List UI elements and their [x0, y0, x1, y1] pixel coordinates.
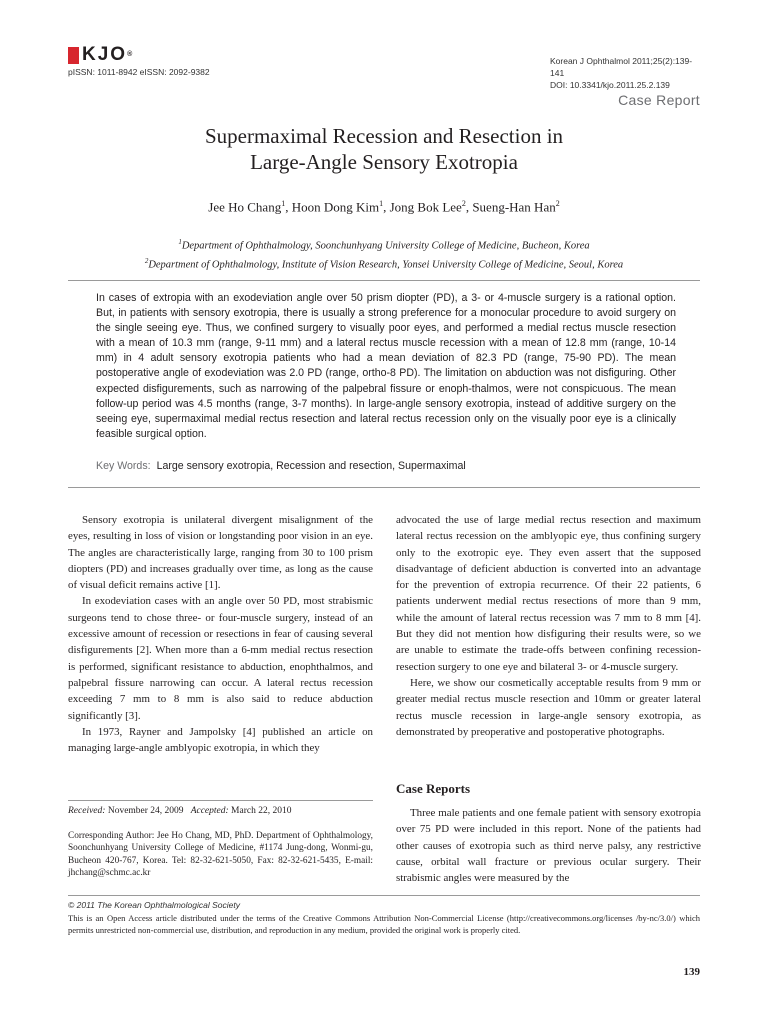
- body-column-right-continued: [396, 805, 701, 886]
- journal-citation: [550, 55, 700, 91]
- author-affiliation-ref: 1: [281, 199, 286, 208]
- body-paragraph: In exodeviation cases with an angle over 50 PD, most strabismic surgeons tend to chose three- or four-muscle surgery, instead of an excessive amount of recession or resections in fear of causing several disfigurements [2]. When more than a 6-mm medial rectus resection is performed, significant resistance to abduction, enophthalmos, and palpebral fissure narrowing can occur. A lateral rectus recession exceeding 7 mm to 8 mm is also said to reduce abduction significantly [3].: [68, 595, 373, 722]
- body-paragraph: Three male patients and one female patient with sensory exotropia over 75 PD were included in this report. None of the patients had other causes of exotropia such as third nerve palsy, any restrictive cause, orbital wall fracture or previous ocular surgery. Their strabismic angles were measured by the: [396, 807, 701, 885]
- keywords-label: Key Words:: [96, 460, 151, 472]
- author-affiliation-ref: 1: [379, 199, 384, 208]
- author-affiliation-ref: 2: [461, 199, 466, 208]
- section-heading: Case Reports: [396, 781, 471, 796]
- body-paragraph: In 1973, Rayner and Jampolsky [4] published an article on managing large-angle amblyopic exotropia, in which they: [68, 725, 373, 755]
- affiliation-line: $^1$Department of Ophthalmology, Soonchunhyang University College of Medicine, Bucheon, Korea: [178, 238, 590, 252]
- divider: [68, 487, 700, 488]
- page-number: 139: [683, 966, 700, 978]
- license-text: This is an Open Access article distributed under the terms of the Creative Commons Attribution Non-Commercial License (http://creativecommons.org/licenses /by-nc/3.0/) which permits unrestricted non-commercial use, distribution, and reproduction in any medium, provided the original work is properly cited.: [68, 913, 700, 935]
- footnote-divider: [68, 800, 373, 801]
- article-type: Case Report: [618, 92, 700, 108]
- doi-line: DOI: 10.3341/kjo.2011.25.2.139: [550, 80, 670, 90]
- body-column-left: [68, 512, 373, 756]
- author-affiliation-ref: 2: [555, 199, 560, 208]
- logo-red-mark: [68, 47, 79, 64]
- body-column-right: [396, 512, 701, 740]
- title-line-1: Supermaximal Recession and Resection in: [204, 124, 564, 148]
- affiliation-line: $^2$Department of Ophthalmology, Institute of Vision Research, Yonsei University College of Medicine, Seoul, Korea: [144, 256, 624, 270]
- author-name: Sueng-Han Han: [472, 199, 556, 215]
- article-title: [68, 123, 700, 175]
- body-paragraph: Here, we show our cosmetically acceptable results from 9 mm or greater medial rectus muscle resection and 10mm or greater lateral rectus muscle recession in large-angle sensory exotropia, as demonstrated by preoperative and postoperative photographs.: [396, 676, 701, 738]
- citation-line: Korean J Ophthalmol 2011;25(2):139-141: [550, 56, 693, 78]
- keywords: [96, 460, 466, 472]
- copyright: © 2011 The Korean Ophthalmological Society: [68, 900, 240, 910]
- title-line-2: Large-Angle Sensory Exotropia: [250, 150, 518, 174]
- abstract: In cases of extropia with an exodeviation angle over 50 prism diopter (PD), a 3- or 4-muscle surgery is a rational option. But, in patients with sensory exotropia, there is usually a strong preference for a monocular procedure to avoid surgery on the single seeing eye. Thus, we confined surgery to visually poor eyes, and performed a medial rectus muscle resection with a mean of 10.3 mm (range, 9-11 mm) and a lateral rectus muscle recession with a mean of 12.8 mm (range, 10-14 mm) in 4 adult sensory exotropia patients who had a mean deviation of 82.3 PD (range, 75-90 PD). The mean postoperative angle of exodeviation was 2.0 PD (range, ortho-8 PD). The limitation on abduction was not disfiguring. Other expected disfigurements, such as narrowing of the palpebral fissure or enoph-thalmos, were not conspicuous. The mean follow-up period was 4.5 months (range, 3-7 months). In large-angle sensory exotropia, instead of additive surgery on the seeing eye, supermaximal medial rectus resection and lateral rectus recession only on the visually poor eye is a clinically feasible surgical option.: [96, 292, 676, 440]
- received-accepted: Received: November 24, 2009 Accepted: March 22, 2010: [68, 806, 292, 816]
- corresponding-author: Corresponding Author: Jee Ho Chang, MD, PhD. Department of Ophthalmology, Soonchunhyang University College of Medicine, #1174 Jung-dong, Wonmi-gu, Bucheon 420-767, Korea. Tel: 82-32-621-5050, Fax: 82-32-621-5435, E-mail: jhchang@schmc.ac.kr: [68, 831, 373, 878]
- author-name: Jee Ho Chang: [208, 199, 282, 215]
- divider: [68, 280, 700, 281]
- body-paragraph: advocated the use of large medial rectus resection and maximum lateral rectus recession on the amblyopic eye, thus confining surgery only to the exotropic eye. They even assert that the supposed disadvantage of deficient abduction is converted into an advantage for the prevention of extropia recurrence. Of their 22 patients, 6 patients underwent medial rectus resections of more than 9 mm, while the amount of lateral rectus recession was 7 mm to 8 mm [4]. But they did not mention how disfiguring their results were, so we are unable to estimate the trade-offs between confining recession-resection surgery to one eye and bilateral 3- or 4-muscle surgery.: [396, 514, 701, 673]
- issn-line: pISSN: 1011-8942 eISSN: 2092-9382: [68, 67, 210, 77]
- divider: [68, 895, 700, 896]
- author-name: Hoon Dong Kim: [291, 199, 380, 215]
- affiliations: [68, 235, 700, 272]
- author-list: Jee Ho Chang$^1$, Hoon Dong Kim$^1$, Jong Bok Lee$^2$, Sueng-Han Han$^2$: [208, 199, 560, 215]
- body-paragraph: Sensory exotropia is unilateral divergent misalignment of the eyes, resulting in loss of vision or longstanding poor vision in an eye. The angles are characteristically large, ranging from 30 to 100 prism diopters (PD) and increases gradually over time, as long as the cause of visual deficit remains active [1].: [68, 514, 373, 592]
- keywords-text: Large sensory exotropia, Recession and resection, Supermaximal: [156, 460, 466, 472]
- journal-logo: [68, 44, 132, 66]
- logo-text: KJO®: [82, 44, 133, 65]
- author-name: Jong Bok Lee: [389, 199, 462, 215]
